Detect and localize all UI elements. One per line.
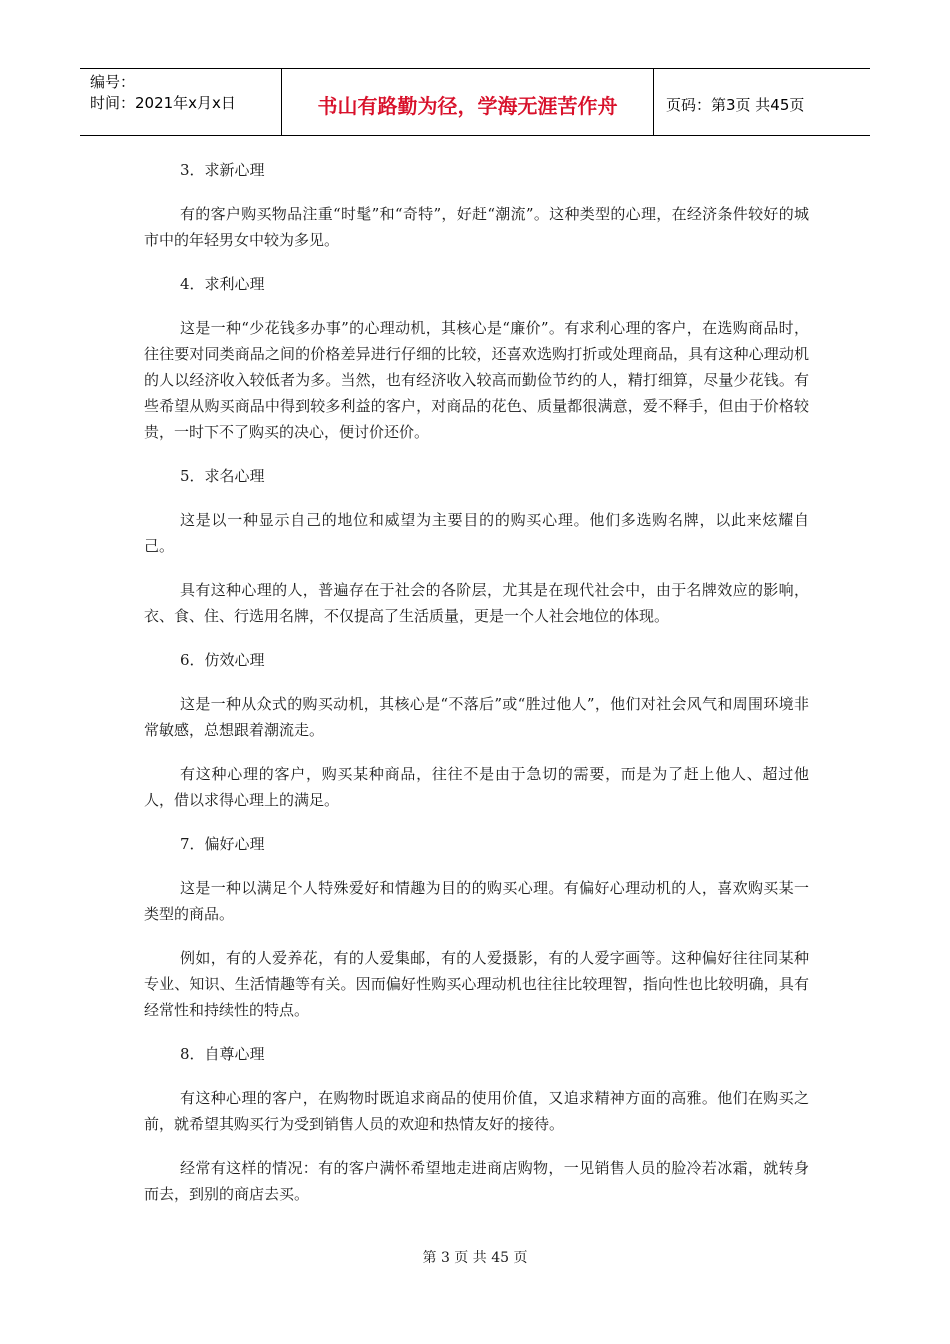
section-heading: 5．求名心理 (180, 467, 265, 485)
body-paragraph: 有的客户购买物品注重“时髦”和“奇特”，好赶“潮流”。这种类型的心理，在经济条件较好的城市中的年轻男女中较为多见。 (144, 205, 809, 249)
section-heading: 3．求新心理 (180, 161, 265, 179)
section-heading: 4．求利心理 (180, 275, 265, 293)
body-paragraph: 这是一种以满足个人特殊爱好和情趣为目的的购买心理。有偏好心理动机的人，喜欢购买某一类型的商品。 (144, 879, 809, 923)
body-paragraph: 有这种心理的客户，购买某种商品，往往不是由于急切的需要，而是为了赶上他人、超过他人，借以求得心理上的满足。 (144, 765, 809, 809)
body-paragraph: 这是一种“少花钱多办事”的心理动机，其核心是“廉价”。有求利心理的客户，在选购商品时，往往要对同类商品之间的价格差异进行仔细的比较，还喜欢选购打折或处理商品，具有这种心理动机的人以经济收入较低者为多。当然，也有经济收入较高而勤俭节约的人，精打细算，尽量少花钱。有些希望从购买商品中得到较多利益的客户，对商品的花色、质量都很满意，爱不释手，但由于价格较贵，一时下不了购买的决心，便讨价还价。 (144, 319, 809, 441)
page-header (80, 68, 870, 136)
header-page-info: 页码：第3页 共45页 (666, 95, 805, 114)
page-footer: 第 3 页 共 45 页 (422, 1250, 528, 1266)
document-body (144, 157, 809, 1225)
section-heading: 7．偏好心理 (180, 835, 265, 853)
section-heading: 8．自尊心理 (180, 1045, 265, 1063)
body-paragraph: 经常有这样的情况：有的客户满怀希望地走进商店购物，一见销售人员的脸冷若冰霜，就转身而去，到别的商店去买。 (144, 1159, 809, 1203)
body-paragraph: 具有这种心理的人，普遍存在于社会的各阶层，尤其是在现代社会中，由于名牌效应的影响，衣、食、住、行选用名牌，不仅提高了生活质量，更是一个人社会地位的体现。 (144, 581, 809, 625)
body-paragraph: 有这种心理的客户，在购物时既追求商品的使用价值，又追求精神方面的高雅。他们在购买之前，就希望其购买行为受到销售人员的欢迎和热情友好的接待。 (144, 1089, 809, 1133)
body-paragraph: 这是一种从众式的购买动机，其核心是“不落后”或“胜过他人”，他们对社会风气和周围环境非常敏感，总想跟着潮流走。 (144, 695, 809, 739)
section-heading: 6．仿效心理 (180, 651, 265, 669)
body-paragraph: 这是以一种显示自己的地位和威望为主要目的的购买心理。他们多选购名牌，以此来炫耀自己。 (144, 511, 809, 555)
body-paragraph: 例如，有的人爱养花，有的人爱集邮，有的人爱摄影，有的人爱字画等。这种偏好往往同某种专业、知识、生活情趣等有关。因而偏好性购买心理动机也往往比较理智，指向性也比较明确，具有经常性和持续性的特点。 (144, 949, 809, 1019)
document-number-label: 编号： (90, 73, 136, 91)
header-motto: 书山有路勤为径，学海无涯苦作舟 (282, 69, 654, 135)
document-time-label: 时间：2021年x月x日 (90, 94, 236, 112)
header-meta (80, 69, 282, 135)
